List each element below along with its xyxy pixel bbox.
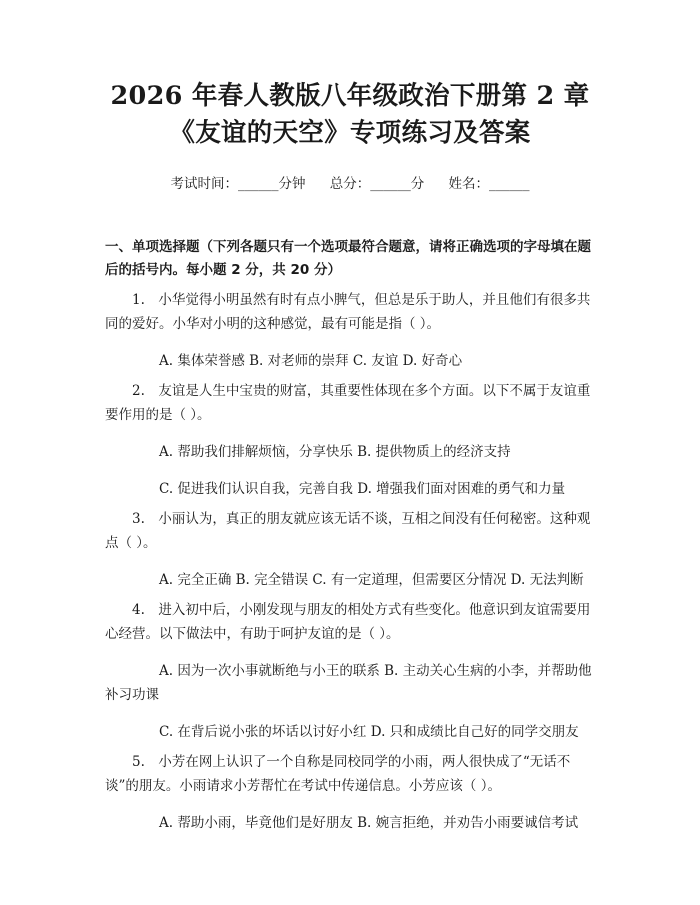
document-title: 2026 年春人教版八年级政治下册第 2 章《友谊的天空》专项练习及答案 — [110, 81, 590, 148]
exam-time: 考试时间：______分钟 — [170, 176, 306, 192]
question-options: A. 帮助我们排解烦恼，分享快乐 B. 提供物质上的经济支持 — [159, 444, 511, 460]
question-options: A. 集体荣誉感 B. 对老师的崇拜 C. 友谊 D. 好奇心 — [159, 353, 463, 369]
question-options: A. 帮助小雨，毕竟他们是好朋友 B. 婉言拒绝，并劝告小雨要诚信考试 — [159, 815, 579, 831]
exam-info — [105, 174, 595, 194]
section-heading: 一、单项选择题（下列各题只有一个选项最符合题意，请将正确选项的字母填在题后的括号内。每小题 2 分，共 20 分） — [105, 239, 591, 278]
student-name: 姓名：______ — [448, 176, 530, 192]
question-stem: 4. 进入初中后，小刚发现与朋友的相处方式有些变化。他意识到友谊需要用心经营。以下做法中，有助于呵护友谊的是（ ）。 — [105, 602, 591, 642]
question-stem: 1. 小华觉得小明虽然有时有点小脾气，但总是乐于助人，并且他们有很多共同的爱好。小华对小明的这种感觉，最有可能是指（ ）。 — [105, 292, 591, 332]
question-stem: 3. 小丽认为，真正的朋友就应该无话不谈，互相之间没有任何秘密。这种观点（ ）。 — [105, 511, 591, 551]
question-stem: 5. 小芳在网上认识了一个自称是同校同学的小雨，两人很快成了“无话不谈”的朋友。小雨请求小芳帮忙在考试中传递信息。小芳应该（ ）。 — [105, 754, 571, 794]
question-options: A. 完全正确 B. 完全错误 C. 有一定道理，但需要区分情况 D. 无法判断 — [159, 572, 584, 588]
question-options: A. 因为一次小事就断绝与小王的联系 B. 主动关心生病的小李，并帮助他补习功课 — [105, 663, 592, 703]
question-options: C. 促进我们认识自我，完善自我 D. 增强我们面对困难的勇气和力量 — [159, 481, 566, 497]
exam-score: 总分：______分 — [329, 176, 425, 192]
question-options: C. 在背后说小张的坏话以讨好小红 D. 只和成绩比自己好的同学交朋友 — [159, 724, 579, 740]
question-stem: 2. 友谊是人生中宝贵的财富，其重要性体现在多个方面。以下不属于友谊重要作用的是（ ）。 — [105, 383, 591, 423]
